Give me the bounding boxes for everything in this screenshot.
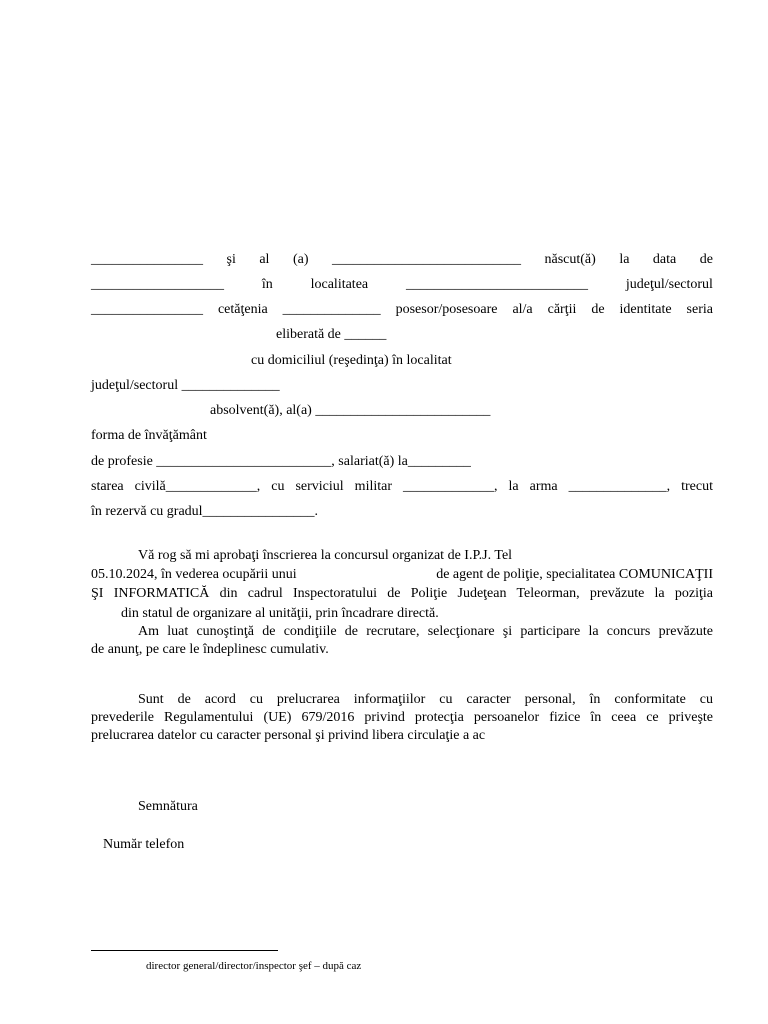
form-row-8-education-form: forma de învăţământ	[91, 428, 207, 443]
form-row-1	[91, 252, 713, 268]
footnote-text: director general/director/inspector şef – după caz	[146, 960, 362, 972]
form-row-11-rank: în rezervă cu gradul________________.	[91, 504, 319, 519]
text-de-2: de	[591, 302, 605, 317]
text-judetul: judeţul/sectorul	[625, 277, 713, 292]
recruitment-line-1: Am luat cunoştinţă de condiţiile de recrutare, selecţionare şi participare la concurs prevăzute	[138, 624, 713, 639]
form-row-2	[91, 277, 713, 293]
blank-name: ________________	[91, 252, 203, 267]
text-cartii: cărţii	[547, 302, 577, 317]
blank-locality: __________________________	[406, 277, 588, 292]
text-localitatea: localitatea	[310, 277, 369, 292]
text-nascut: născut(ă)	[544, 252, 596, 267]
consent-line-2: prevederile Regulamentului (UE) 679/2016 privind protecţia persoanelor fizice în ceea ce priveşte	[91, 710, 713, 725]
request-line-2a: 05.10.2024, în vederea ocupării unui	[91, 567, 297, 582]
form-row-6-county: judeţul/sectorul ______________	[91, 378, 280, 393]
request-line-2b: de agent de poliţie, specialitatea COMUNICAŢII	[436, 567, 713, 582]
form-row-3	[91, 302, 713, 318]
form-row-4-issued-by: eliberată de ______	[276, 327, 387, 342]
civil-military-text: starea civilă_____________, cu serviciul militar _____________, la arma ______________, trecut	[91, 479, 713, 494]
text-posesor: posesor/posesoare	[395, 302, 498, 317]
consent-line-1: Sunt de acord cu prelucrarea informaţiilor cu caracter personal, în conformitate cu	[138, 692, 713, 707]
text-data: data	[652, 252, 677, 267]
footnote-divider	[91, 950, 278, 951]
text-a: (a)	[292, 252, 309, 267]
signature-label: Semnătura	[138, 799, 198, 814]
form-row-7-graduate: absolvent(ă), al(a) _________________________	[210, 403, 491, 418]
form-row-10-civil-status	[91, 479, 713, 495]
blank-citizenship: ______________	[282, 302, 381, 317]
recruitment-line-2: de anunţ, pe care le îndeplinesc cumulativ.	[91, 642, 329, 657]
form-row-9-profession: de profesie _________________________, salariat(ă) la_________	[91, 454, 471, 469]
form-row-5-domicile: cu domiciliul (reşedinţa) în localitat	[251, 353, 452, 368]
request-line-4: din statul de organizare al unităţii, prin încadrare directă.	[121, 606, 439, 621]
text-si: şi	[226, 252, 236, 267]
consent-line-3: prelucrarea datelor cu caracter personal şi privind libera circulaţie a ac	[91, 728, 486, 743]
text-identitate: identitate	[619, 302, 672, 317]
text-cetatenia: cetăţenia	[217, 302, 268, 317]
text-la: la	[619, 252, 630, 267]
text-de: de	[699, 252, 713, 267]
text-al-a: al/a	[512, 302, 533, 317]
request-line-3: ŞI INFORMATICĂ din cadrul Inspectoratului de Poliţie Judeţean Teleorman, prevăzute la poziţia	[91, 586, 713, 601]
blank-parent: ___________________________	[332, 252, 521, 267]
text-al: al	[259, 252, 270, 267]
text-seria: seria	[686, 302, 713, 317]
blank-county: ________________	[91, 302, 203, 317]
request-line-1: Vă rog să mi aprobaţi înscrierea la concursul organizat de I.P.J. Tel	[138, 548, 513, 563]
blank-birthdate: ___________________	[91, 277, 224, 292]
text-in: în	[261, 277, 273, 292]
phone-label: Număr telefon	[103, 837, 185, 852]
